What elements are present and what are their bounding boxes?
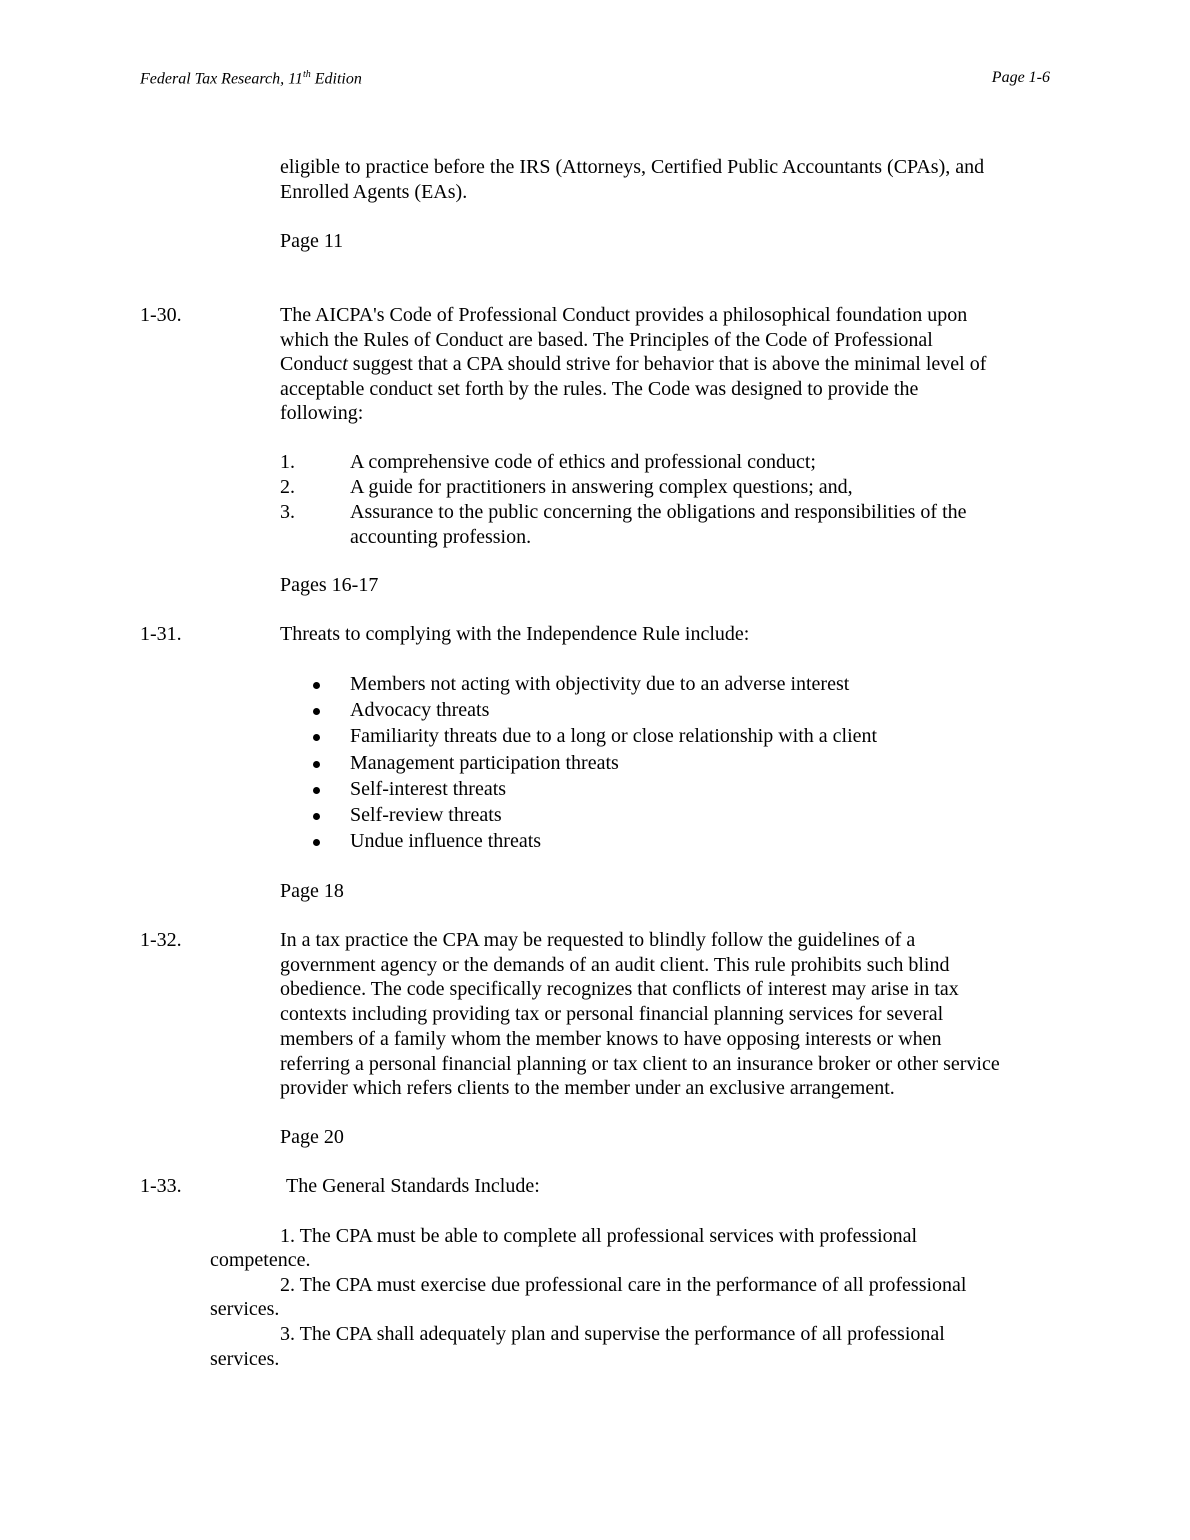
bullet-item: Self-review threats <box>350 804 502 826</box>
text-line: members of a family whom the member knows to have opposing interests or when <box>280 1027 942 1050</box>
list-item: 1. The CPA must be able to complete all professional services with professional <box>280 1225 918 1247</box>
list-item: 2. The CPA must exercise due professional care in the performance of all professional <box>280 1274 967 1296</box>
page-reference: Page 18 <box>280 880 344 902</box>
bullet-item: Members not acting with objectivity due to an adverse interest <box>350 673 850 695</box>
page-reference: Pages 16-17 <box>280 574 379 596</box>
bullet-item: Undue influence threats <box>350 830 542 852</box>
question-number: 1-32. <box>140 929 182 951</box>
running-header-title <box>140 69 362 88</box>
list-number: 2. <box>280 476 295 498</box>
header-title-text: Federal Tax Research, 11 <box>140 70 303 88</box>
text-line: following: <box>280 402 364 425</box>
header-title-edition: Edition <box>310 70 362 88</box>
list-item: 3. The CPA shall adequately plan and supervise the performance of all professional <box>280 1323 945 1345</box>
text-line: In a tax practice the CPA may be requested to blindly follow the guidelines of a <box>280 929 916 951</box>
answer-text: The General Standards Include: <box>286 1175 540 1197</box>
list-number: 3. <box>280 501 295 523</box>
bullet-icon <box>313 708 320 715</box>
text-segment: suggest that a CPA should strive for behavior that is above the minimal level of <box>347 353 987 376</box>
text-line <box>280 352 986 377</box>
text-line: Assurance to the public concerning the obligations and responsibilities of the <box>350 501 967 523</box>
text-line: Enrolled Agents (EAs). <box>280 180 468 203</box>
text-line: contexts including providing tax or personal financial planning services for several <box>280 1003 944 1026</box>
page-reference: Page 20 <box>280 1126 344 1148</box>
bullet-icon <box>313 839 320 846</box>
italic-segment: t <box>342 353 348 376</box>
text-line: government agency or the demands of an audit client. This rule prohibits such blind <box>280 953 950 976</box>
bullet-item: Familiarity threats due to a long or close relationship with a client <box>350 725 878 747</box>
bullet-item: Advocacy threats <box>350 699 490 721</box>
answer-paragraph <box>280 303 986 426</box>
bullet-icon <box>313 734 320 741</box>
bullet-icon <box>313 787 320 794</box>
list-item: A comprehensive code of ethics and professional conduct; <box>350 451 816 473</box>
page-reference: Page 11 <box>280 230 344 252</box>
question-number: 1-30. <box>140 304 182 326</box>
text-line: acceptable conduct set forth by the rules. The Code was designed to provide the <box>280 377 919 400</box>
text-line: which the Rules of Conduct are based. The Principles of the Code of Professional <box>280 328 933 351</box>
text-line: referring a personal financial planning or tax client to an insurance broker or other service <box>280 1052 1000 1075</box>
question-number: 1-31. <box>140 623 182 645</box>
list-item: A guide for practitioners in answering complex questions; and, <box>350 476 853 498</box>
answer-paragraph <box>280 928 1000 1101</box>
header-title-superscript: th <box>302 69 311 80</box>
answer-text: Threats to complying with the Independence Rule include: <box>280 623 750 645</box>
text-line: accounting profession. <box>350 525 532 548</box>
list-number: 1. <box>280 451 295 473</box>
text-line: obedience. The code specifically recognizes that conflicts of interest may arise in tax <box>280 978 959 1001</box>
list-item <box>350 500 967 549</box>
text-line: eligible to practice before the IRS (Attorneys, Certified Public Accountants (CPAs), and <box>280 156 985 178</box>
text-line: provider which refers clients to the member under an exclusive arrangement. <box>280 1077 895 1100</box>
text-segment: Conduc <box>280 353 343 376</box>
intro-paragraph <box>280 155 984 204</box>
bullet-icon <box>313 682 320 689</box>
bullet-icon <box>313 813 320 820</box>
bullet-item: Management participation threats <box>350 752 619 774</box>
bullet-icon <box>313 761 320 768</box>
list-item-continuation: services. <box>210 1298 280 1320</box>
running-header-page: Page 1-6 <box>991 69 1050 86</box>
text-line: The AICPA's Code of Professional Conduct provides a philosophical foundation upon <box>280 304 968 326</box>
question-number: 1-33. <box>140 1175 182 1197</box>
list-item-continuation: services. <box>210 1348 280 1370</box>
bullet-item: Self-interest threats <box>350 778 507 800</box>
list-item-continuation: competence. <box>210 1249 311 1271</box>
